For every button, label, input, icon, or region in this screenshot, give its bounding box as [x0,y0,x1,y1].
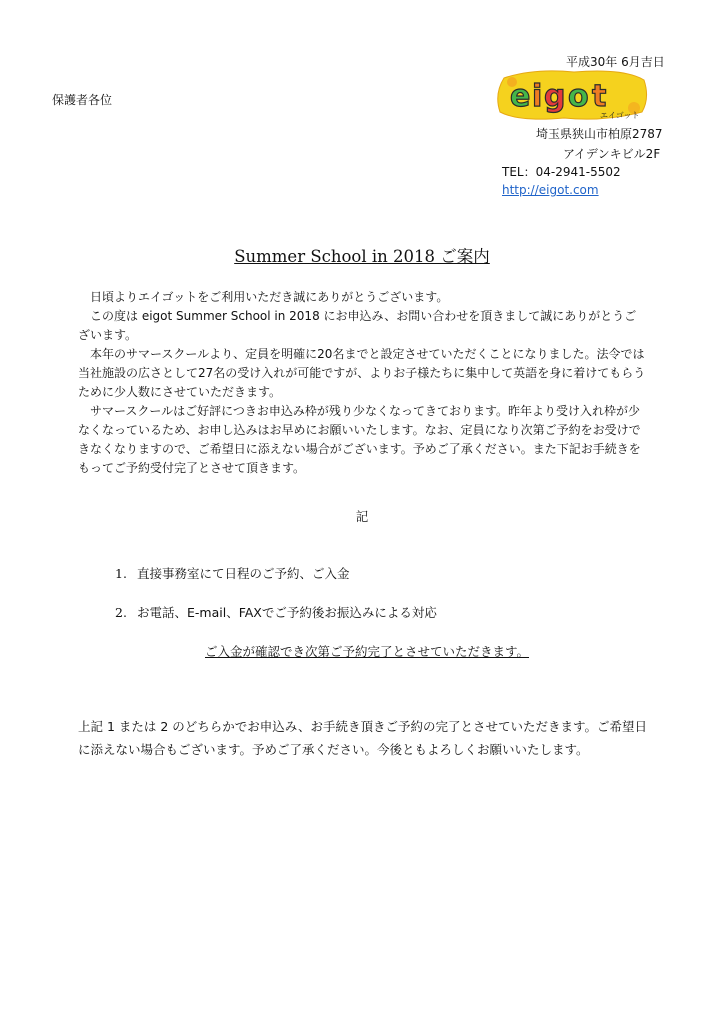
ki-heading: 記 [355,509,369,524]
paragraph-thanks: この度は eigot Summer School in 2018 にお申込み、お問い合わせを頂きまして誠にありがとうございます。 [78,309,637,342]
address-line-1: 埼玉県狭山市柏原2787 [536,127,663,141]
svg-text:i: i [532,79,543,114]
closing-paragraph: 上記 1 または 2 のどちらかでお申込み、お手続き頂きご予約の完了とさせていただきます。ご希望日に添えない場合もございます。予めご了承ください。今後ともよろしくお願いいたします。 [78,719,648,757]
svg-text:g: g [544,79,566,114]
address-line-2: アイデンキビル2F [563,147,661,161]
logo-wordmark [510,79,606,114]
eigot-logo [494,68,650,122]
document-title: Summer School in 2018 ご案内 [234,247,490,266]
svg-text:t: t [592,79,607,114]
paragraph-availability: サマースクールはご好評につきお申込み枠が残り少なくなってきております。昨年より受け入れ枠が少なくなっているため、お申し込みはお早めにお願いいたします。なお、定員になり次第ご予約をお受けできなくなりますので、ご希望日に添えない場合がございます。予めご了承ください。また下記お手続きをもってご予約受付完了とさせて頂きます。 [78,404,641,475]
body-text [78,288,648,478]
svg-text:o: o [568,79,589,114]
document-date: 平成30年 6月吉日 [566,55,665,69]
paragraph-capacity: 本年のサマースクールより、定員を明確に20名までと設定させていただくことになりました。法令では当社施設の広さとして27名の受け入れが可能ですが、よりお子様たちに集中して英語を身に着けてもらうために少人数にさせていただきます。 [78,347,646,399]
telephone-number: TEL：04-2941-5502 [502,165,621,179]
recipient-line: 保護者各位 [52,93,113,107]
confirmation-note: ご入金が確認でき次第ご予約完了とさせていただきます。 [205,644,530,659]
list-item: 1. 直接事務室にて日程のご予約、ご入金 [115,566,350,581]
website-link[interactable]: http://eigot.com [502,183,599,197]
list-item: 2. お電話、E-mail、FAXでご予約後お振込みによる対応 [115,605,437,620]
paragraph-greeting: 日頃よりエイゴットをご利用いただき誠にありがとうございます。 [90,290,449,304]
svg-text:e: e [510,79,531,114]
logo-katakana: エイゴット [600,111,640,120]
